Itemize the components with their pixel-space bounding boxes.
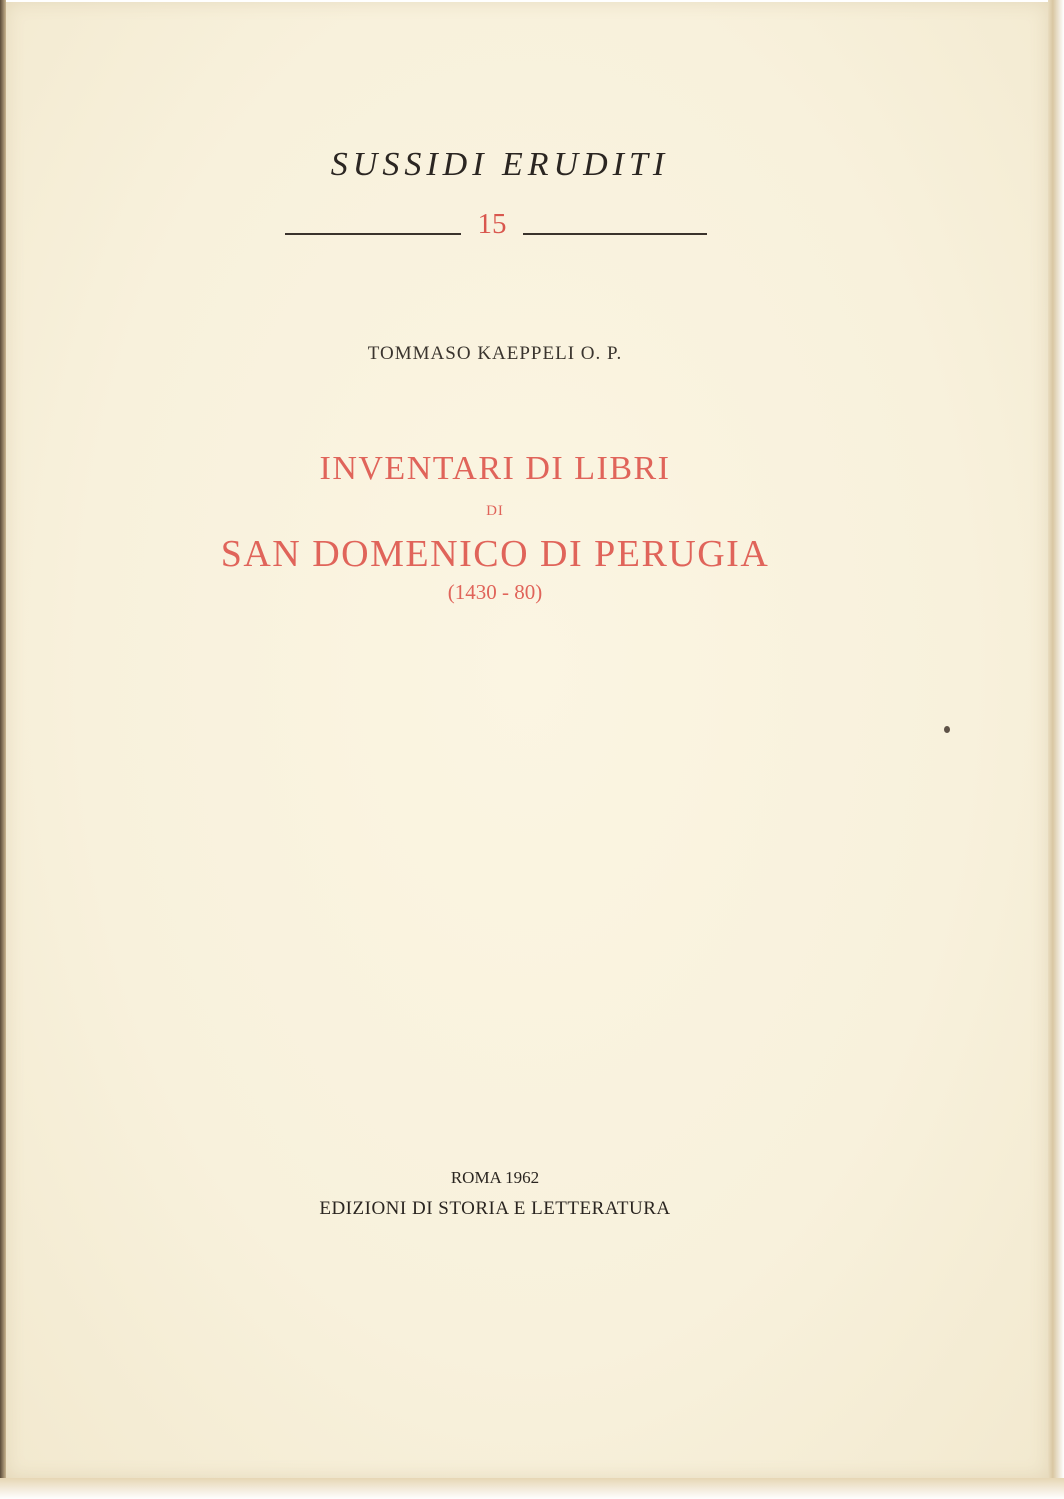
rule-right [523, 233, 707, 235]
page-edge-right [1048, 0, 1064, 1499]
series-number: 15 [477, 208, 507, 240]
book-title-dates: (1430 - 80) [447, 580, 543, 604]
imprint-publisher: EDIZIONI DI STORIA E LETTERATURA [319, 1198, 671, 1219]
paper-speck [944, 726, 950, 733]
author-name: TOMMASO KAEPPELI O. P. [367, 343, 623, 364]
page-edge-bottom [0, 1478, 1064, 1499]
series-number-row [285, 208, 707, 252]
book-title-line-1: INVENTARI DI LIBRI [319, 450, 671, 487]
book-title-line-2: DI [486, 503, 504, 519]
book-title-line-3: SAN DOMENICO DI PERUGIA [220, 533, 770, 575]
rule-left [285, 233, 461, 235]
imprint-city-year: ROMA 1962 [450, 1168, 540, 1187]
series-title: SUSSIDI ERUDITI [330, 146, 670, 183]
